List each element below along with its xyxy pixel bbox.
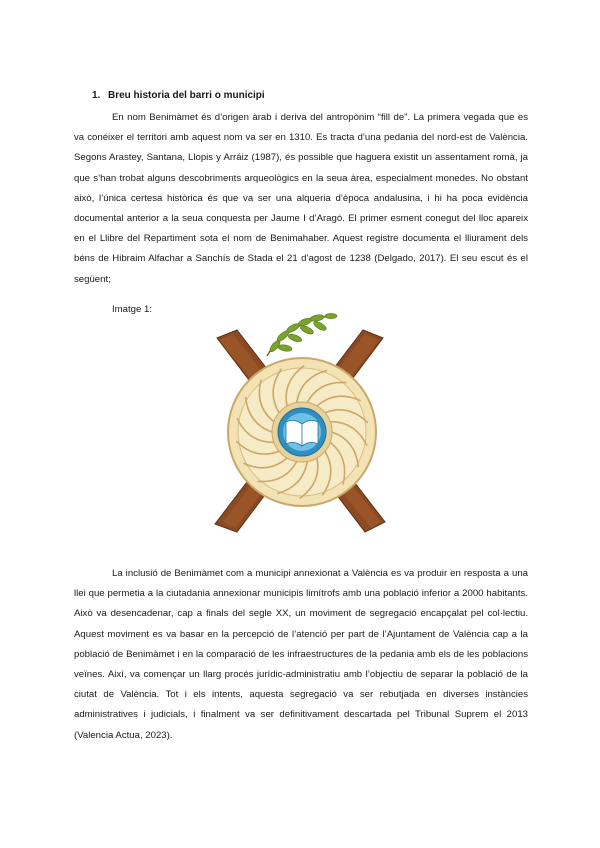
paragraph-2-text: La inclusió de Benimàmet com a municipi annexionat a València es va produir en resposta a una llei que permetia a la ciutadania annexionar municipis limítrofs amb una població inferior a 2000 habitants. Això va desencadenar, cap a finals del segle XX, un moviment de segregació encapçalat pel col·lectiu. Aquest moviment es va basar en la percepció de l’atenció per part de l’Ajuntament de València cap a la població de Benimàmet i en la comparació de les infraestructures de la pedania amb els de les poblacions veïnes. Així, va començar un llarg procés jurídic-administratiu amb l’objectiu de separar la població de la ciutat de València. Tot i els intents, aquesta segregació va ser rebutjada en diverses instàncies administratives i judicials, i finalment va ser definitivament descartada pel Tribunal Suprem el 2013 (Valencia Actua, 2023).	[74, 568, 528, 741]
coat-of-arms-icon	[213, 310, 387, 544]
coat-of-arms-image	[213, 310, 387, 544]
paragraph-1-text: En nom Benimàmet és d’origen àrab i deriva del antropònim “fill de”. La primera vegada que es va conéixer el territori amb aquest nom va ser en 1310. Es tracta d’una pedania del nord-est de València. Segons Arastey, Santana, Llopis y Arráiz (1987), és possible que haguera existit un assentament romà, ja que s’han trobat alguns descobriments arqueològics en la seua àrea, especialment monedes. No obstant això, l’única certesa històrica és que va ser una alqueria d’època andalusina, i hi ha poca evidència documental anterior a la seua conquesta per Jaume I d’Aragó. El primer esment conegut del lloc apareix en el Llibre del Repartiment sota el nom de Benimahaber. Aquest registre documenta el lliurament dels béns de Hibraim Alfachar a Sanchís de Stada el 21 d’agost de 1238 (Delgado, 2017). El seu escut és el següent;	[74, 112, 528, 285]
section-title: Breu historia del barri o municipi	[108, 90, 265, 101]
section-number: 1.	[92, 90, 101, 101]
paragraph-2	[74, 564, 528, 746]
section-heading	[92, 90, 265, 101]
book-medallion	[278, 408, 326, 456]
figure-caption: Imatge 1:	[112, 304, 152, 315]
paragraph-1	[74, 108, 528, 290]
laurel-branch	[267, 313, 337, 356]
